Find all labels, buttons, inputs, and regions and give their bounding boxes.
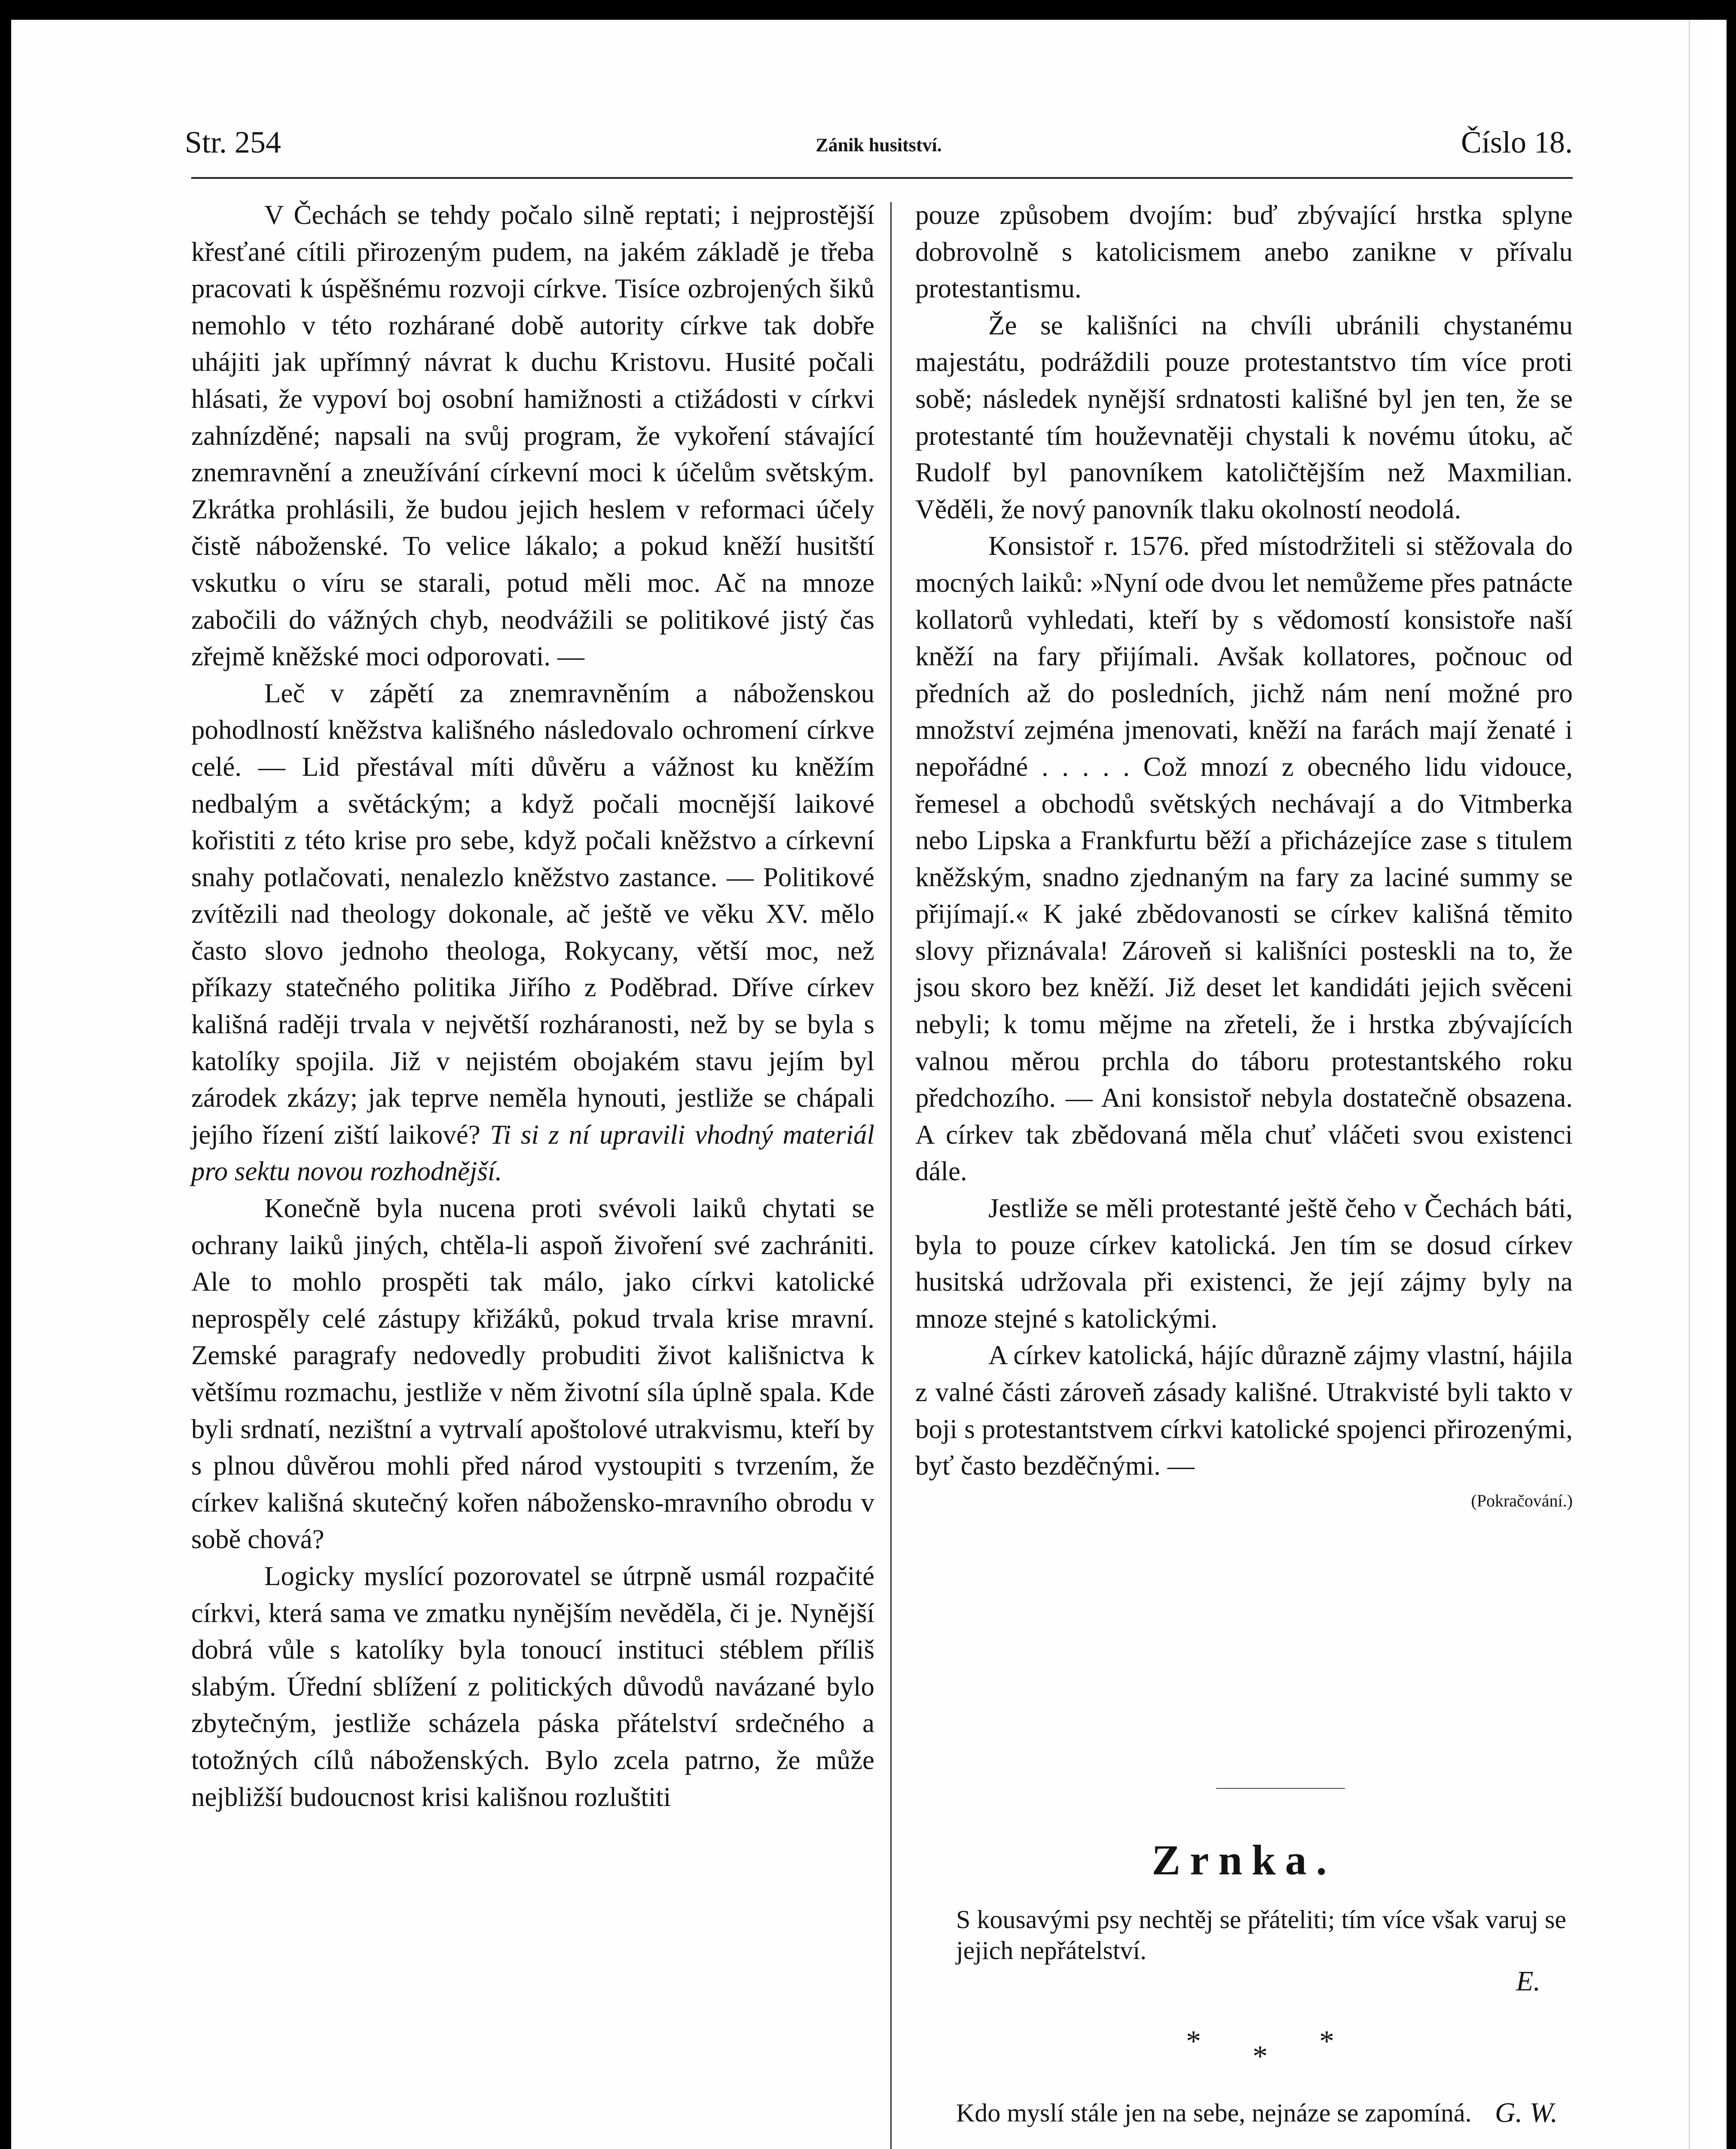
aphorism bbox=[956, 2097, 1566, 2129]
section-title: Zrnka. bbox=[1152, 1836, 1336, 1884]
aphorism-text: S kousavými psy nechtěj se přáteliti; tím více však varuj se jejich nepřátelství. bbox=[956, 1905, 1566, 1965]
right-column bbox=[915, 197, 1573, 1514]
paragraph bbox=[191, 675, 874, 1190]
header-rule bbox=[191, 177, 1573, 179]
issue-number: Číslo 18. bbox=[1461, 125, 1573, 159]
page-number: Str. 254 bbox=[185, 125, 281, 159]
asterism bbox=[1160, 2024, 1358, 2076]
aphorism-author: G. W. bbox=[1495, 2097, 1558, 2128]
paragraph: Logicky myslící pozorovatel se útrpně usmál rozpačité církvi, která sama ve zmatku nynějším nevěděla, či je. Nynější dobrá vůle s katolíky byla tonoucí instituci stéblem příliš slabým. Úřední sblížení z politických důvodů navázané bylo zbytečným, jestliže scházela páska přátelství srdečného a totožných cílů náboženských. Bylo zcela patrno, že může nejbližší budoucnost krisi kališnou rozluštiti bbox=[191, 1561, 874, 1812]
scan-border-right bbox=[1727, 0, 1736, 2149]
running-title: Zánik husitství. bbox=[816, 135, 942, 156]
scan-border-left bbox=[0, 0, 11, 2149]
aphorism bbox=[956, 1904, 1566, 1997]
aphorism-text: Kdo myslí stále jen na sebe, nejnáze se zapomíná. bbox=[956, 2099, 1472, 2127]
paragraph-text: Leč v zápětí za znemravněním a náboženskou pohodlností kněžstva kališného následovalo ochromení církve celé. — Lid přestával míti důvěru a vážnost ku kněžím nedbalým a světáckým; a když počali mocnější laikové kořistiti z této krise pro sebe, když počali kněžstvo a církevní snahy potlačovati, nenalezlo kněžstvo zastance. — Politikové zvítězili nad theology dokonale, ač ještě ve věku XV. mělo často slovo jednoho theologa, Rokycany, větší moc, než příkazy statečného politika Jiřího z Poděbrad. Dříve církev kališná raději trvala v největší rozháranosti, než by se byla s katolíky spojila. Již v nejistém obojakém stavu jejím byl zárodek zkázy; jak teprve neměla hynouti, jestliže se chápali jejího řízení ziští laikové? bbox=[191, 678, 874, 1150]
paragraph: Konečně byla nucena proti svévoli laiků chytati se ochrany laiků jiných, chtěla-li aspoň živoření své zachrániti. Ale to mohlo prospěti tak málo, jako církvi katolické neprospěly celé zástupy křižáků, pokud trvala krise mravní. Zemské paragrafy nedovedly probuditi život kališnictva k většímu rozmachu, jestliže v něm životní síla úplně spala. Kde byli srdnatí, nezištní a vytrvalí apoštolové utrakvismu, kteří by s plnou důvěrou mohli před národ vystoupiti s tvrzením, že církev kališná skutečný kořen nábožensko-mravního obrodu v sobě chová? bbox=[191, 1193, 874, 1555]
paragraph: Konsistoř r. 1576. před místodržiteli si stěžovala do mocných laiků: »Nyní ode dvou let nemůžeme přes patnácte kollatorů vyhledati, kteří by s vědomostí konsistoře naší kněží na fary přijímali. Avšak kollatores, počnouc od předních až do posledních, jichž nám není možné pro množství zejména jmenovati, kněží na farách mají ženaté i nepořádné . . . . . Což mnozí z obecného lidu vidouce, řemesel a obchodů světských nechávají a do Vitmberka nebo Lipska a Frankfurtu běží a přicházejíce zase s titulem kněžským, snadno zjednaným na fary za laciné summy se přijímají.« K jaké zbědovanosti se církev kališná těmito slovy přiznávala! Zároveň si kališníci posteskli na to, že jsou skoro bez kněží. Již deset let kandidáti jejich svěceni nebyli; k tomu mějme na zřeteli, že i hrstka zbývajících valnou měrou prchla do táboru protestantského roku předchozího. — Ani konsistoř nebyla dostatečně obsazena. A církev tak zbědovaná měla chuť vláčeti svou existenci dále. bbox=[915, 531, 1573, 1187]
column-divider bbox=[890, 202, 892, 2149]
scan-border-top bbox=[0, 0, 1736, 20]
asterisk: * bbox=[1319, 2025, 1334, 2058]
asterisk: * bbox=[1253, 2040, 1268, 2073]
paragraph: Že se kališníci na chvíli ubránili chystanému majestátu, podráždili pouze protestantstvo tím více proti sobě; následek nynější srdnatosti kališné byl jen ten, že se protestanté tím houževnatěji chystali k novému útoku, ač Rudolf byl panovníkem katoličtějším než Maxmilian. Věděli, že nový panovník tlaku okolností neodolá. bbox=[915, 310, 1573, 524]
continued-note: (Pokračování.) bbox=[1471, 1491, 1573, 1510]
paragraph: A církev katolická, hájíc důrazně zájmy vlastní, hájila z valné části zároveň zásady kališné. Utrakvisté byli takto v boji s protestantstvem církvi katolické spojenci přirozenými, byť často bezděčnými. — bbox=[915, 1340, 1573, 1481]
section-rule bbox=[1216, 1788, 1345, 1789]
paragraph: V Čechách se tehdy počalo silně reptati; i nejprostější křesťané cítili přirozeným pudem, na jakém základě je třeba pracovati k úspěšnému rozvoji církve. Tisíce ozbrojených šiků nemohlo v této rozhárané době autority církve tak dobře uhájiti jak upřímný návrat k duchu Kristovu. Husité počali hlásati, že vypoví boj osobní hamižnosti a ctižádosti v církvi zahnízděné; napsali na svůj program, že vykoření stávající znemravnění a zneužívání církevní moci k účelům světským. Zkrátka prohlásili, že budou jejich heslem v reformaci účely čistě náboženské. To velice lákalo; a pokud kněží husitští vskutku o víru se starali, potud měli moc. Ač na mnoze zabočili do vážných chyb, neodvážili se politikové jistý čas zřejmě kněžské moci odporovati. — bbox=[191, 200, 874, 672]
paragraph: Jestliže se měli protestanté ještě čeho v Čechách báti, byla to pouze církev katolická. Jen tím se dosud církev husitská udržovala při existenci, že její zájmy byly na mnoze stejné s katolickými. bbox=[915, 1193, 1573, 1334]
page-fold-line bbox=[1689, 20, 1690, 2149]
asterisk: * bbox=[1186, 2025, 1201, 2058]
page-header bbox=[185, 125, 1573, 176]
left-column bbox=[191, 197, 874, 1815]
paragraph: pouze způsobem dvojím: buď zbývající hrstka splyne dobrovolně s katolicismem anebo zanikne v přívalu protestantismu. bbox=[915, 200, 1573, 304]
italic-text: Ti si z ní upravili vhodný materiál pro sektu novou rozhodnější. bbox=[191, 1119, 875, 1187]
aphorism-author: E. bbox=[1516, 1965, 1540, 1997]
